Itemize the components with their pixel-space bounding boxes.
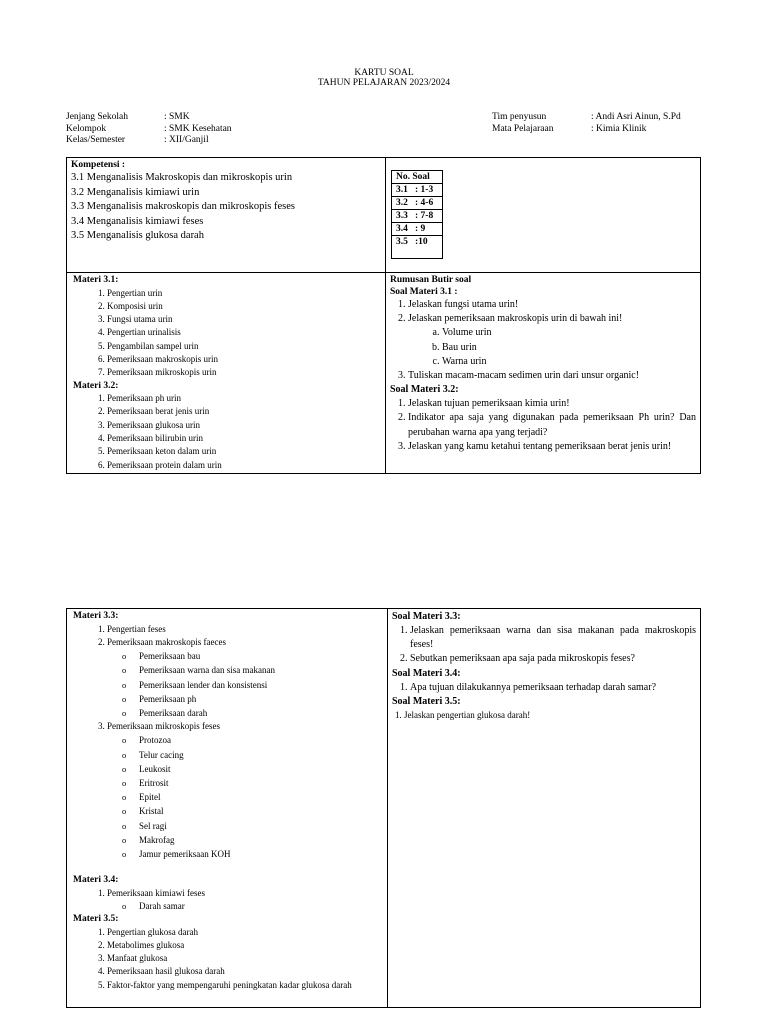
list-item-text: Pemeriksaan kimiawi feses [107,887,205,898]
list-item: 1. Pengertian urin [107,287,381,300]
list-item: 1. Jelaskan fungsi utama urin! [408,298,696,312]
list-item: b. Bau urin [442,341,696,355]
list-item: o Leukosit [139,762,383,776]
list-item: o Pemeriksaan darah [139,706,383,720]
info-row [66,112,232,124]
list-item: 4. Pemeriksaan hasil glukosa darah [107,965,383,978]
no-soal-row: 3.2 : 4-6 [392,197,443,210]
list-item: a. Volume urin [442,326,696,340]
list-item-text: Pemeriksaan mikroskopis feses [107,721,220,732]
materi-list [73,887,383,913]
list-item: 7. Pemeriksaan mikroskopis urin [107,366,381,379]
info-label: Kelompok [66,123,107,134]
list-item: 4. Pengertian urinalisis [107,326,381,339]
list-item: 2. Pemeriksaan berat jenis urin [107,405,381,418]
list-item: o Pemeriksaan lender dan konsistensi [139,678,383,692]
question-text: Jelaskan pemeriksaan makroskopis urin di bawah ini! [408,313,623,325]
info-value: : SMK [164,112,190,122]
kompetensi-item: 3.3 Menganalisis makroskopis dan mikroskopis feses [71,201,295,212]
list-item: c. Warna urin [442,355,696,369]
kompetensi-item: 3.4 Menganalisis kimiawi feses [71,215,204,227]
info-value: : Kimia Klinik [591,123,647,134]
list-item: 5. Pengambilan sampel urin [107,340,381,353]
info-value: : XII/Ganjil [164,135,209,145]
list-item: o Telur cacing [139,748,383,762]
list-item: o Kristal [139,804,383,818]
kompetensi-list [71,171,381,244]
kompetensi-cell [67,158,386,273]
materi-list [73,623,383,862]
list-item: 5. Pemeriksaan keton dalam urin [107,445,381,458]
list-item: 3. Tuliskan macam-macam sedimen urin dari unsur organic! [408,369,696,383]
info-value: : SMK Kesehatan [164,123,232,134]
rumusan-cell [386,273,701,474]
info-row [492,124,681,136]
materi-cell [67,609,388,1008]
materi-row [67,609,701,1008]
soal-list [392,624,696,667]
soal-heading: Soal Materi 3.3: [392,611,461,622]
materi-heading: Materi 3.3: [73,611,119,621]
materi-heading: Materi 3.5: [73,914,119,925]
soal-list [392,681,696,695]
list-item: 1. Apa tujuan dilakukannya pemeriksaan terhadap darah samar? [410,681,696,695]
list-item: 1. Pengertian glukosa darah [107,926,383,939]
list-item: o Protozoa [139,733,383,747]
materi-heading: Materi 3.4: [73,875,119,886]
kompetensi-row [67,158,701,273]
list-item: o Pemeriksaan bau [139,649,383,663]
no-soal-row: 3.5 :10 [392,236,443,259]
info-label: Tim penyusun [492,112,547,122]
list-item: o Epitel [139,790,383,804]
materi-heading: Materi 3.2: [73,380,119,391]
list-item: o Jamur pemeriksaan KOH [139,847,383,861]
materi-list [73,926,383,992]
list-item: 2. Indikator apa saja yang digunakan pada pemeriksaan Ph urin? Dan perubahan warna apa yang terjadi? [408,411,696,439]
info-right [492,112,681,135]
list-item [107,636,383,720]
info-value: : Andi Asri Ainun, S.Pd [591,112,681,122]
list-item: 1. Pemeriksaan ph urin [107,392,381,405]
document-title: KARTU SOAL [354,68,414,78]
list-item: o Sel ragi [139,819,383,833]
no-soal-table [391,170,443,259]
list-item: 2. Metabolimes glukosa [107,939,383,952]
no-soal-row: 3.3 : 7-8 [392,210,443,223]
list-item-text: Pemeriksaan makroskopis faeces [107,636,226,647]
info-left [66,112,232,147]
list-item: 3. Jelaskan yang kamu ketahui tentang pemeriksaan berat jenis urin! [408,440,696,454]
info-label: Kelas/Semester [66,135,126,145]
no-soal-row: 3.1 : 1-3 [392,184,443,197]
list-item: 2. Sebutkan pemeriksaan apa saja pada mikroskopis feses? [410,652,696,666]
list-item: 6. Pemeriksaan protein dalam urin [107,459,381,472]
sub-list [107,649,383,720]
list-item: o Darah samar [139,900,383,913]
list-item: o Pemeriksaan ph [139,692,383,706]
list-item: 3. Pemeriksaan glukosa urin [107,419,381,432]
document-subtitle: TAHUN PELAJARAN 2023/2024 [317,78,451,88]
list-item: 1. Jelaskan pengertian glukosa darah! [404,709,696,722]
no-soal-heading: No. Soal [392,171,443,184]
sub-list [107,900,383,913]
rumusan-heading: Rumusan Butir soal [390,275,472,285]
rumusan-cell [388,609,701,1008]
list-item: 6. Pemeriksaan makroskopis urin [107,353,381,366]
list-item: 1. Jelaskan tujuan pemeriksaan kimia urin! [408,397,696,411]
list-item: 1. Pengertian feses [107,623,383,636]
list-item [107,720,383,861]
no-soal-row: 3.4 : 9 [392,223,443,236]
list-item [408,312,696,369]
soal-heading: Soal Materi 3.5: [392,695,461,707]
soal-list [390,298,696,383]
list-item: o Eritrosit [139,776,383,790]
kompetensi-item: 3.5 Menganalisis glukosa darah [71,230,204,241]
info-row [66,124,232,136]
info-label: Mata Pelajaraan [492,123,554,134]
materi-list [73,287,381,380]
list-item: o Pemeriksaan warna dan sisa makanan [139,663,383,677]
list-item: 2. Komposisi urin [107,300,381,313]
sub-list [107,733,383,861]
list-item: 5. Faktor-faktor yang mempengaruhi peningkatan kadar glukosa darah [107,979,383,992]
soal-card-table-1 [66,157,701,474]
materi-heading: Materi 3.1: [73,275,119,285]
no-soal-cell [386,158,701,273]
materi-cell [67,273,386,474]
list-item: 4. Pemeriksaan bilirubin urin [107,432,381,445]
soal-card-table-2 [66,608,701,1008]
materi-row [67,273,701,474]
soal-list [392,709,696,722]
materi-list [73,392,381,472]
kompetensi-item: 3.2 Menganalisis kimiawi urin [71,186,200,198]
sub-list [408,326,696,369]
soal-heading: Soal Materi 3.2: [390,384,459,396]
soal-heading: Soal Materi 3.4: [392,667,461,679]
list-item: o Makrofag [139,833,383,847]
list-item [107,887,383,913]
soal-heading: Soal Materi 3.1 : [390,287,458,297]
list-item: 3. Fungsi utama urin [107,313,381,326]
kompetensi-heading: Kompetensi : [71,160,126,170]
info-row [66,135,232,147]
list-item: 1. Jelaskan pemeriksaan warna dan sisa makanan pada makroskopis feses! [410,624,696,652]
info-row [492,112,681,124]
soal-list [390,397,696,454]
kompetensi-item: 3.1 Menganalisis Makroskopis dan mikroskopis urin [71,172,293,183]
list-item: 3. Manfaat glukosa [107,952,383,965]
info-label: Jenjang Sekolah [66,112,129,122]
